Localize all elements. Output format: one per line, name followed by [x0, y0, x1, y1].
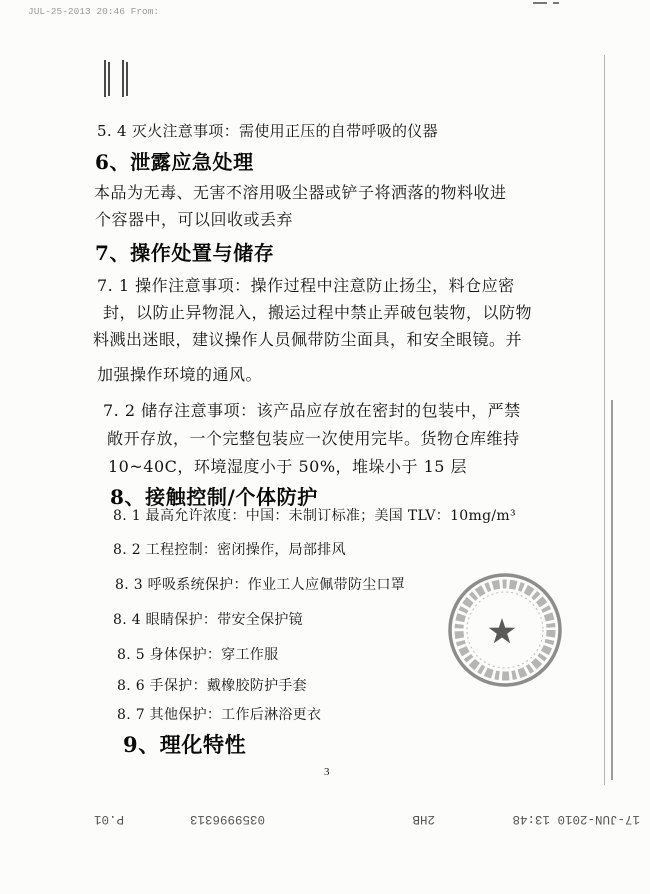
page-edge-streak	[604, 55, 605, 785]
seal-star-icon	[489, 618, 516, 643]
fax-footer-datetime: 17-JUN-2010 13:48	[512, 812, 640, 826]
fax-footer-fax-number: 0359996313	[189, 812, 265, 826]
scan-mark	[104, 60, 106, 97]
section-7-line: 加强操作环境的通风。	[97, 365, 263, 384]
section-7-line: 料溅出迷眼，建议操作人员佩带防尘面具，和安全眼镜。并	[93, 330, 523, 349]
section-8-item: 8. 4 眼睛保护：带安全保护镜	[113, 612, 303, 628]
section-9-heading: 9、理化特性	[123, 732, 247, 757]
section-8-item: 8. 2 工程控制：密闭操作，局部排风	[113, 542, 346, 558]
section-6-heading: 6、泄露应急处理	[95, 150, 254, 174]
section-6-line: 个容器中，可以回收或丢弃	[95, 210, 294, 229]
official-seal	[445, 570, 565, 690]
section-8-item: 8. 5 身体保护：穿工作服	[117, 647, 279, 663]
scan-mark	[108, 62, 110, 96]
section-8-item: 8. 1 最高允许浓度：中国：未制订标准；美国 TLV：10mg/m³	[113, 508, 516, 524]
section-8-heading: 8、接触控制/个体防护	[110, 485, 318, 509]
section-8-item: 8. 3 呼吸系统保护：作业工人应佩带防尘口罩	[115, 577, 406, 593]
scan-mark	[533, 2, 547, 4]
section-8-item: 8. 6 手保护：戴橡胶防护手套	[117, 678, 307, 694]
page-number: 3	[324, 766, 330, 778]
fax-footer-page: P.01	[93, 812, 124, 826]
scan-mark	[553, 2, 559, 4]
fax-footer-sender-id: 2HB	[412, 812, 435, 826]
page-edge-streak	[611, 400, 613, 780]
fax-footer	[90, 810, 650, 826]
section-8-item: 8. 7 其他保护：工作后淋浴更衣	[117, 707, 322, 723]
section-7-line: 敞开存放，一个完整包装应一次使用完毕。货物仓库维持	[107, 429, 520, 448]
section-7-line: 封，以防止异物混入，搬运过程中禁止弄破包装物，以防物	[103, 303, 533, 322]
scan-mark	[122, 60, 124, 97]
section-5-4-line: 5. 4 灭火注意事项：需使用正压的自带呼吸的仪器	[97, 122, 438, 140]
section-7-line: 7. 1 操作注意事项：操作过程中注意防止扬尘，料仓应密	[97, 276, 515, 295]
section-7-line: 10~40C，环境湿度小于 50%，堆垛小于 15 层	[108, 457, 468, 476]
scan-mark	[126, 62, 128, 96]
fax-header-top: JUL-25-2013 20:46 From:	[28, 6, 160, 17]
section-6-line: 本品为无毒、无害不溶用吸尘器或铲子将洒落的物料收进	[94, 183, 507, 202]
section-7-line: 7. 2 储存注意事项：该产品应存放在密封的包装中，严禁	[103, 401, 521, 420]
section-7-heading: 7、操作处置与储存	[95, 241, 275, 265]
